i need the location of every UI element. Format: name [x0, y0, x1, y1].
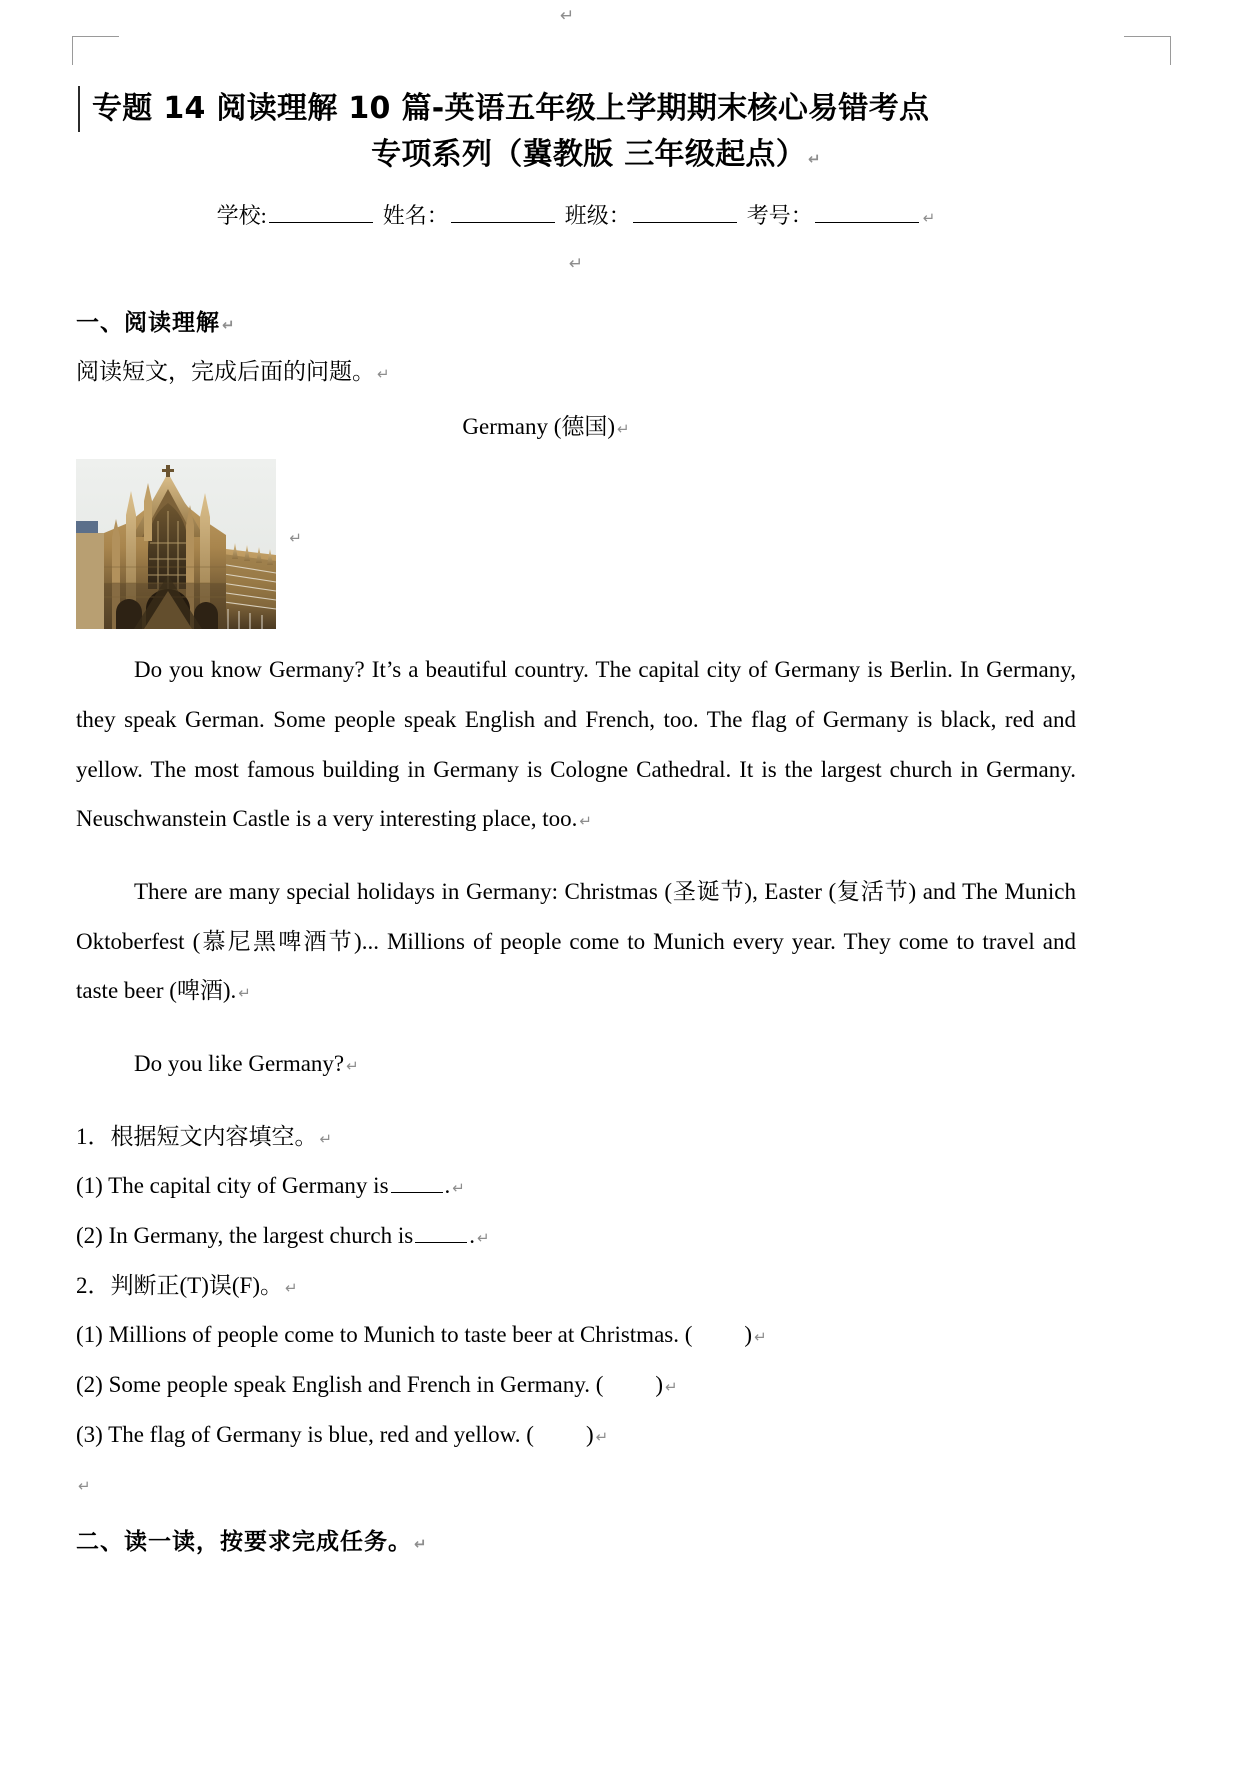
paragraph-mark: ↵	[568, 254, 584, 275]
class-input-blank[interactable]	[633, 202, 737, 223]
question-2-item-close: )	[585, 1421, 594, 1447]
question-2-heading-text: 2．判断正(T)误(F)。	[76, 1272, 283, 1298]
question-1-item-text: (2) In Germany, the largest church is	[76, 1222, 414, 1248]
question-2-item-text: (2) Some people speak English and French in Germany. (	[76, 1371, 604, 1397]
exam-no-label: 考号：	[746, 203, 813, 229]
paragraph-mark: ↵	[754, 1328, 767, 1347]
paragraph-mark: ↵	[452, 1179, 465, 1198]
question-1-item-suffix: .	[444, 1173, 451, 1199]
passage-title	[76, 408, 1076, 441]
question-1-item-text: (1) The capital city of Germany is	[76, 1173, 389, 1199]
question-2-item-close: )	[744, 1322, 753, 1348]
empty-paragraph	[76, 1459, 1076, 1509]
paragraph-mark: ↵	[238, 984, 251, 1003]
page-title-line-2-text: 专项系列（冀教版 三年级起点）	[371, 136, 807, 172]
paragraph-mark: ↵	[319, 1129, 333, 1148]
passage-paragraph-text: Do you like Germany?	[134, 1050, 345, 1076]
page-title-line-2	[76, 132, 1076, 178]
paragraph-mark: ↵	[377, 365, 390, 384]
paragraph-mark: ↵	[922, 209, 936, 228]
section-heading-two-text: 二、读一读，按要求完成任务。	[76, 1527, 412, 1555]
question-2-item-close: )	[655, 1371, 664, 1397]
passage-figure	[76, 459, 302, 629]
exam-no-field	[747, 199, 921, 230]
paragraph-mark: ↵	[808, 149, 821, 168]
question-2-item-text: (3) The flag of Germany is blue, red and yellow. (	[76, 1421, 534, 1447]
page-title	[76, 86, 1076, 177]
answer-blank[interactable]	[391, 1174, 443, 1193]
section-heading-two	[76, 1523, 1076, 1556]
question-1-heading-text: 1．根据短文内容填空。	[76, 1123, 318, 1149]
question-2-item	[76, 1410, 1076, 1460]
paragraph-mark: ↵	[284, 1278, 298, 1297]
passage-paragraph	[76, 867, 1076, 1016]
school-label: 学校:	[216, 203, 267, 229]
page-title-line-1: 专题 14 阅读理解 10 篇-英语五年级上学期期末核心易错考点	[78, 86, 1076, 132]
question-2-item	[76, 1360, 1076, 1410]
section-one-instruction-text: 阅读短文，完成后面的问题。	[76, 359, 375, 385]
paragraph-mark: ↵	[595, 1427, 609, 1446]
paragraph-mark: ↵	[560, 6, 575, 26]
passage-paragraph	[76, 645, 1076, 844]
passage-paragraph	[76, 1039, 1076, 1089]
name-field	[383, 199, 557, 230]
cologne-cathedral-photo	[76, 459, 276, 629]
document-content	[76, 86, 1076, 1556]
name-label: 姓名：	[382, 203, 449, 229]
paragraph-mark: ↵	[476, 1228, 490, 1247]
paragraph-mark: ↵	[617, 420, 630, 439]
passage-paragraph-text: There are many special holidays in Germany: Christmas (圣诞节), Easter (复活节) and The Munich Oktoberfest (慕尼黑啤酒节)... Millions of people come to Munich every year. They come to travel and taste beer (啤酒).	[76, 878, 1076, 1004]
paragraph-mark: ↵	[665, 1377, 678, 1396]
student-info-row	[76, 199, 1076, 230]
section-one-instruction	[76, 353, 1076, 386]
class-field	[565, 199, 739, 230]
class-label: 班级：	[564, 203, 631, 229]
passage-title-text: Germany (德国)	[462, 414, 616, 440]
question-2-item	[76, 1310, 1076, 1360]
question-1-heading	[76, 1112, 1076, 1162]
question-1-item	[76, 1161, 1076, 1211]
section-heading-one-text: 一、阅读理解	[76, 309, 220, 337]
paragraph-mark: ↵	[414, 1534, 428, 1553]
paragraph-mark: ↵	[346, 1056, 359, 1075]
paragraph-mark: ↵	[78, 1477, 91, 1496]
paragraph-mark: ↵	[222, 316, 236, 335]
exam-no-input-blank[interactable]	[815, 202, 919, 223]
question-1-item	[76, 1211, 1076, 1261]
school-field	[217, 199, 375, 230]
passage-paragraph-text: Do you know Germany? It’s a beautiful country. The capital city of Germany is Berlin. In Germany, they speak German. Some people speak English and French, too. The flag of Germany is black, red and yellow. The most famous building in Germany is Cologne Cathedral. It is the largest church in Germany. Neuschwanstein Castle is a very interesting place, too.	[76, 657, 1076, 832]
crop-mark-top-left	[72, 36, 119, 65]
section-heading-one	[76, 304, 1076, 337]
question-1-item-suffix: .	[469, 1222, 475, 1248]
question-2-heading	[76, 1261, 1076, 1311]
paragraph-mark: ↵	[289, 529, 302, 548]
paragraph-mark: ↵	[579, 812, 592, 831]
question-2-item-text: (1) Millions of people come to Munich to taste beer at Christmas. (	[76, 1322, 693, 1348]
school-input-blank[interactable]	[269, 202, 373, 223]
answer-blank[interactable]	[415, 1224, 467, 1243]
name-input-blank[interactable]	[451, 202, 555, 223]
crop-mark-top-right	[1124, 36, 1171, 65]
